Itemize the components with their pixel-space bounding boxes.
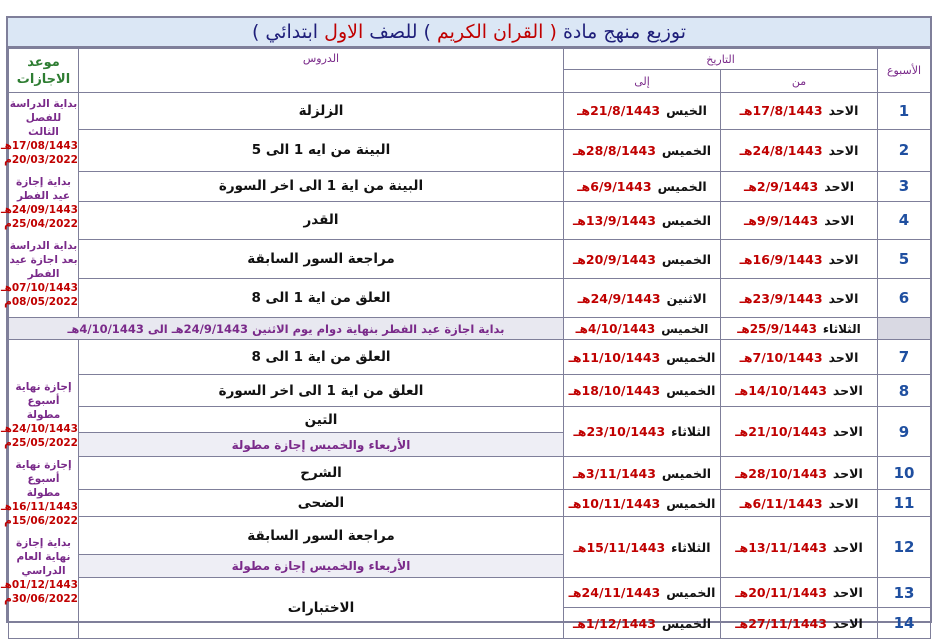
week-number: 14: [878, 608, 931, 639]
to-date: الخميس1/12/1443هـ: [564, 608, 721, 639]
to-date: الخميس13/9/1443هـ: [564, 201, 721, 240]
table-row: [9, 129, 931, 171]
title-suffix: ابتدائي ): [251, 21, 319, 43]
eid-holiday-note: بداية اجازة عيد الفطر بنهاية دوام يوم الاثنين 24/9/1443هـ الى 4/10/1443هـ: [9, 318, 564, 340]
eid-row: [9, 318, 931, 340]
table-row: [9, 407, 931, 433]
from-header: من: [721, 70, 878, 93]
vacation-item: بداية الدراسة للفصل الثالث 17/08/1443هـ 20/03/2022م: [1, 98, 78, 166]
to-date: الخميس6/9/1443هـ: [564, 171, 721, 201]
date-header: التاريخ: [564, 49, 878, 70]
from-date: الاحد13/11/1443هـ: [721, 517, 878, 578]
table-row: [9, 93, 931, 130]
lesson-cell: التين: [79, 407, 564, 433]
from-date: الاحد21/10/1443هـ: [721, 407, 878, 457]
lesson-cell: مراجعة السور السابقة: [79, 240, 564, 279]
table-row: [9, 279, 931, 318]
lesson-cell: الزلزلة: [79, 93, 564, 130]
to-header: إلى: [564, 70, 721, 93]
to-date: الاثنين24/9/1443هـ: [564, 279, 721, 318]
lesson-note: الأربعاء والخميس إجازة مطولة: [79, 555, 564, 578]
from-date: الاحد6/11/1443هـ: [721, 490, 878, 517]
table-row: [9, 457, 931, 490]
schedule-sheet: [1, 16, 932, 632]
table-row: [9, 201, 931, 240]
vacation-item: بداية إجازة نهاية العام الدراسي 01/12/1443هـ 30/06/2022م: [1, 537, 78, 605]
week-number: 11: [878, 490, 931, 517]
schedule-table: [1, 48, 931, 639]
week-number: 13: [878, 578, 931, 608]
from-date: الاحد20/11/1443هـ: [721, 578, 878, 608]
vacation-item: إجازة نهاية أسبوع مطولة 24/10/1443هـ 25/05/2022م: [1, 381, 78, 449]
vacations-header: موعد الاجازات: [9, 49, 79, 93]
from-date: الاحد2/9/1443هـ: [721, 171, 878, 201]
from-date: الاحد7/10/1443هـ: [721, 340, 878, 375]
title-class-label: ) للصف: [369, 21, 431, 43]
lesson-cell: البينة من ايه 1 الى 5: [79, 129, 564, 171]
from-date: الاحد28/10/1443هـ: [721, 457, 878, 490]
vacations-top: [1, 93, 79, 318]
lesson-cell: الضحى: [79, 490, 564, 517]
lesson-note: الأربعاء والخميس إجازة مطولة: [79, 433, 564, 457]
week-number: 2: [878, 129, 931, 171]
week-number: 10: [878, 457, 931, 490]
vacation-item: إجازة نهاية أسبوع مطولة 16/11/1443هـ 15/06/2022م: [1, 459, 78, 527]
from-date: الاحد24/8/1443هـ: [721, 129, 878, 171]
table-row: [9, 490, 931, 517]
from-date: الاحد16/9/1443هـ: [721, 240, 878, 279]
to-date: الخميس10/11/1443هـ: [564, 490, 721, 517]
table-row: [9, 240, 931, 279]
vacation-item: بداية إجازة عيد الفطر 24/09/1443هـ 25/04/2022م: [1, 176, 78, 230]
to-date: الخميس3/11/1443هـ: [564, 457, 721, 490]
from-date: الاحد27/11/1443هـ: [721, 608, 878, 639]
title-grade: الاول: [324, 21, 364, 43]
lesson-cell: الشرح: [79, 457, 564, 490]
from-date: الاحد14/10/1443هـ: [721, 375, 878, 407]
to-date: الثلاثاء15/11/1443هـ: [564, 517, 721, 578]
to-date: الثلاثاء23/10/1443هـ: [564, 407, 721, 457]
eid-from-date: الثلاثاء25/9/1443هـ: [721, 318, 878, 340]
week-number: 3: [878, 171, 931, 201]
lesson-cell: القدر: [79, 201, 564, 240]
week-number: 8: [878, 375, 931, 407]
title-prefix: توزيع منهج مادة: [562, 21, 687, 43]
table-row: [9, 517, 931, 555]
week-number: 4: [878, 201, 931, 240]
vacation-item: بداية الدراسة بعد اجازة عيد الفطر 07/10/1443هـ 08/05/2022م: [1, 240, 78, 308]
table-row: [9, 171, 931, 201]
week-number: 6: [878, 279, 931, 318]
week-number: 1: [878, 93, 931, 130]
title-subject: ( القران الكريم: [437, 21, 557, 43]
vacations-bottom: [1, 340, 79, 639]
to-date: الخميس24/11/1443هـ: [564, 578, 721, 608]
lessons-header: الدروس: [79, 49, 564, 93]
table-row: [9, 340, 931, 375]
eid-to-date: الخميس4/10/1443هـ: [564, 318, 721, 340]
lesson-cell: العلق من اية 1 الى اخر السورة: [79, 375, 564, 407]
lesson-cell: الاختبارات: [79, 578, 564, 639]
week-number: 9: [878, 407, 931, 457]
to-date: الخميس18/10/1443هـ: [564, 375, 721, 407]
to-date: الخميس28/8/1443هـ: [564, 129, 721, 171]
lesson-cell: العلق من اية 1 الى 8: [79, 340, 564, 375]
lesson-cell: مراجعة السور السابقة: [79, 517, 564, 555]
week-number: 12: [878, 517, 931, 578]
page-title: [8, 18, 930, 48]
lesson-cell: البينة من اية 1 الى اخر السورة: [79, 171, 564, 201]
week-header: الأسبوع: [878, 49, 931, 93]
from-date: الاحد23/9/1443هـ: [721, 279, 878, 318]
to-date: الخيس21/8/1443هـ: [564, 93, 721, 130]
table-row: [9, 375, 931, 407]
to-date: الخميس20/9/1443هـ: [564, 240, 721, 279]
from-date: الاحد17/8/1443هـ: [721, 93, 878, 130]
week-number: 5: [878, 240, 931, 279]
from-date: الاحد9/9/1443هـ: [721, 201, 878, 240]
lesson-cell: العلق من اية 1 الى 8: [79, 279, 564, 318]
week-number: 7: [878, 340, 931, 375]
table-row: [9, 578, 931, 608]
to-date: الخميس11/10/1443هـ: [564, 340, 721, 375]
eid-week-blank: [878, 318, 931, 340]
